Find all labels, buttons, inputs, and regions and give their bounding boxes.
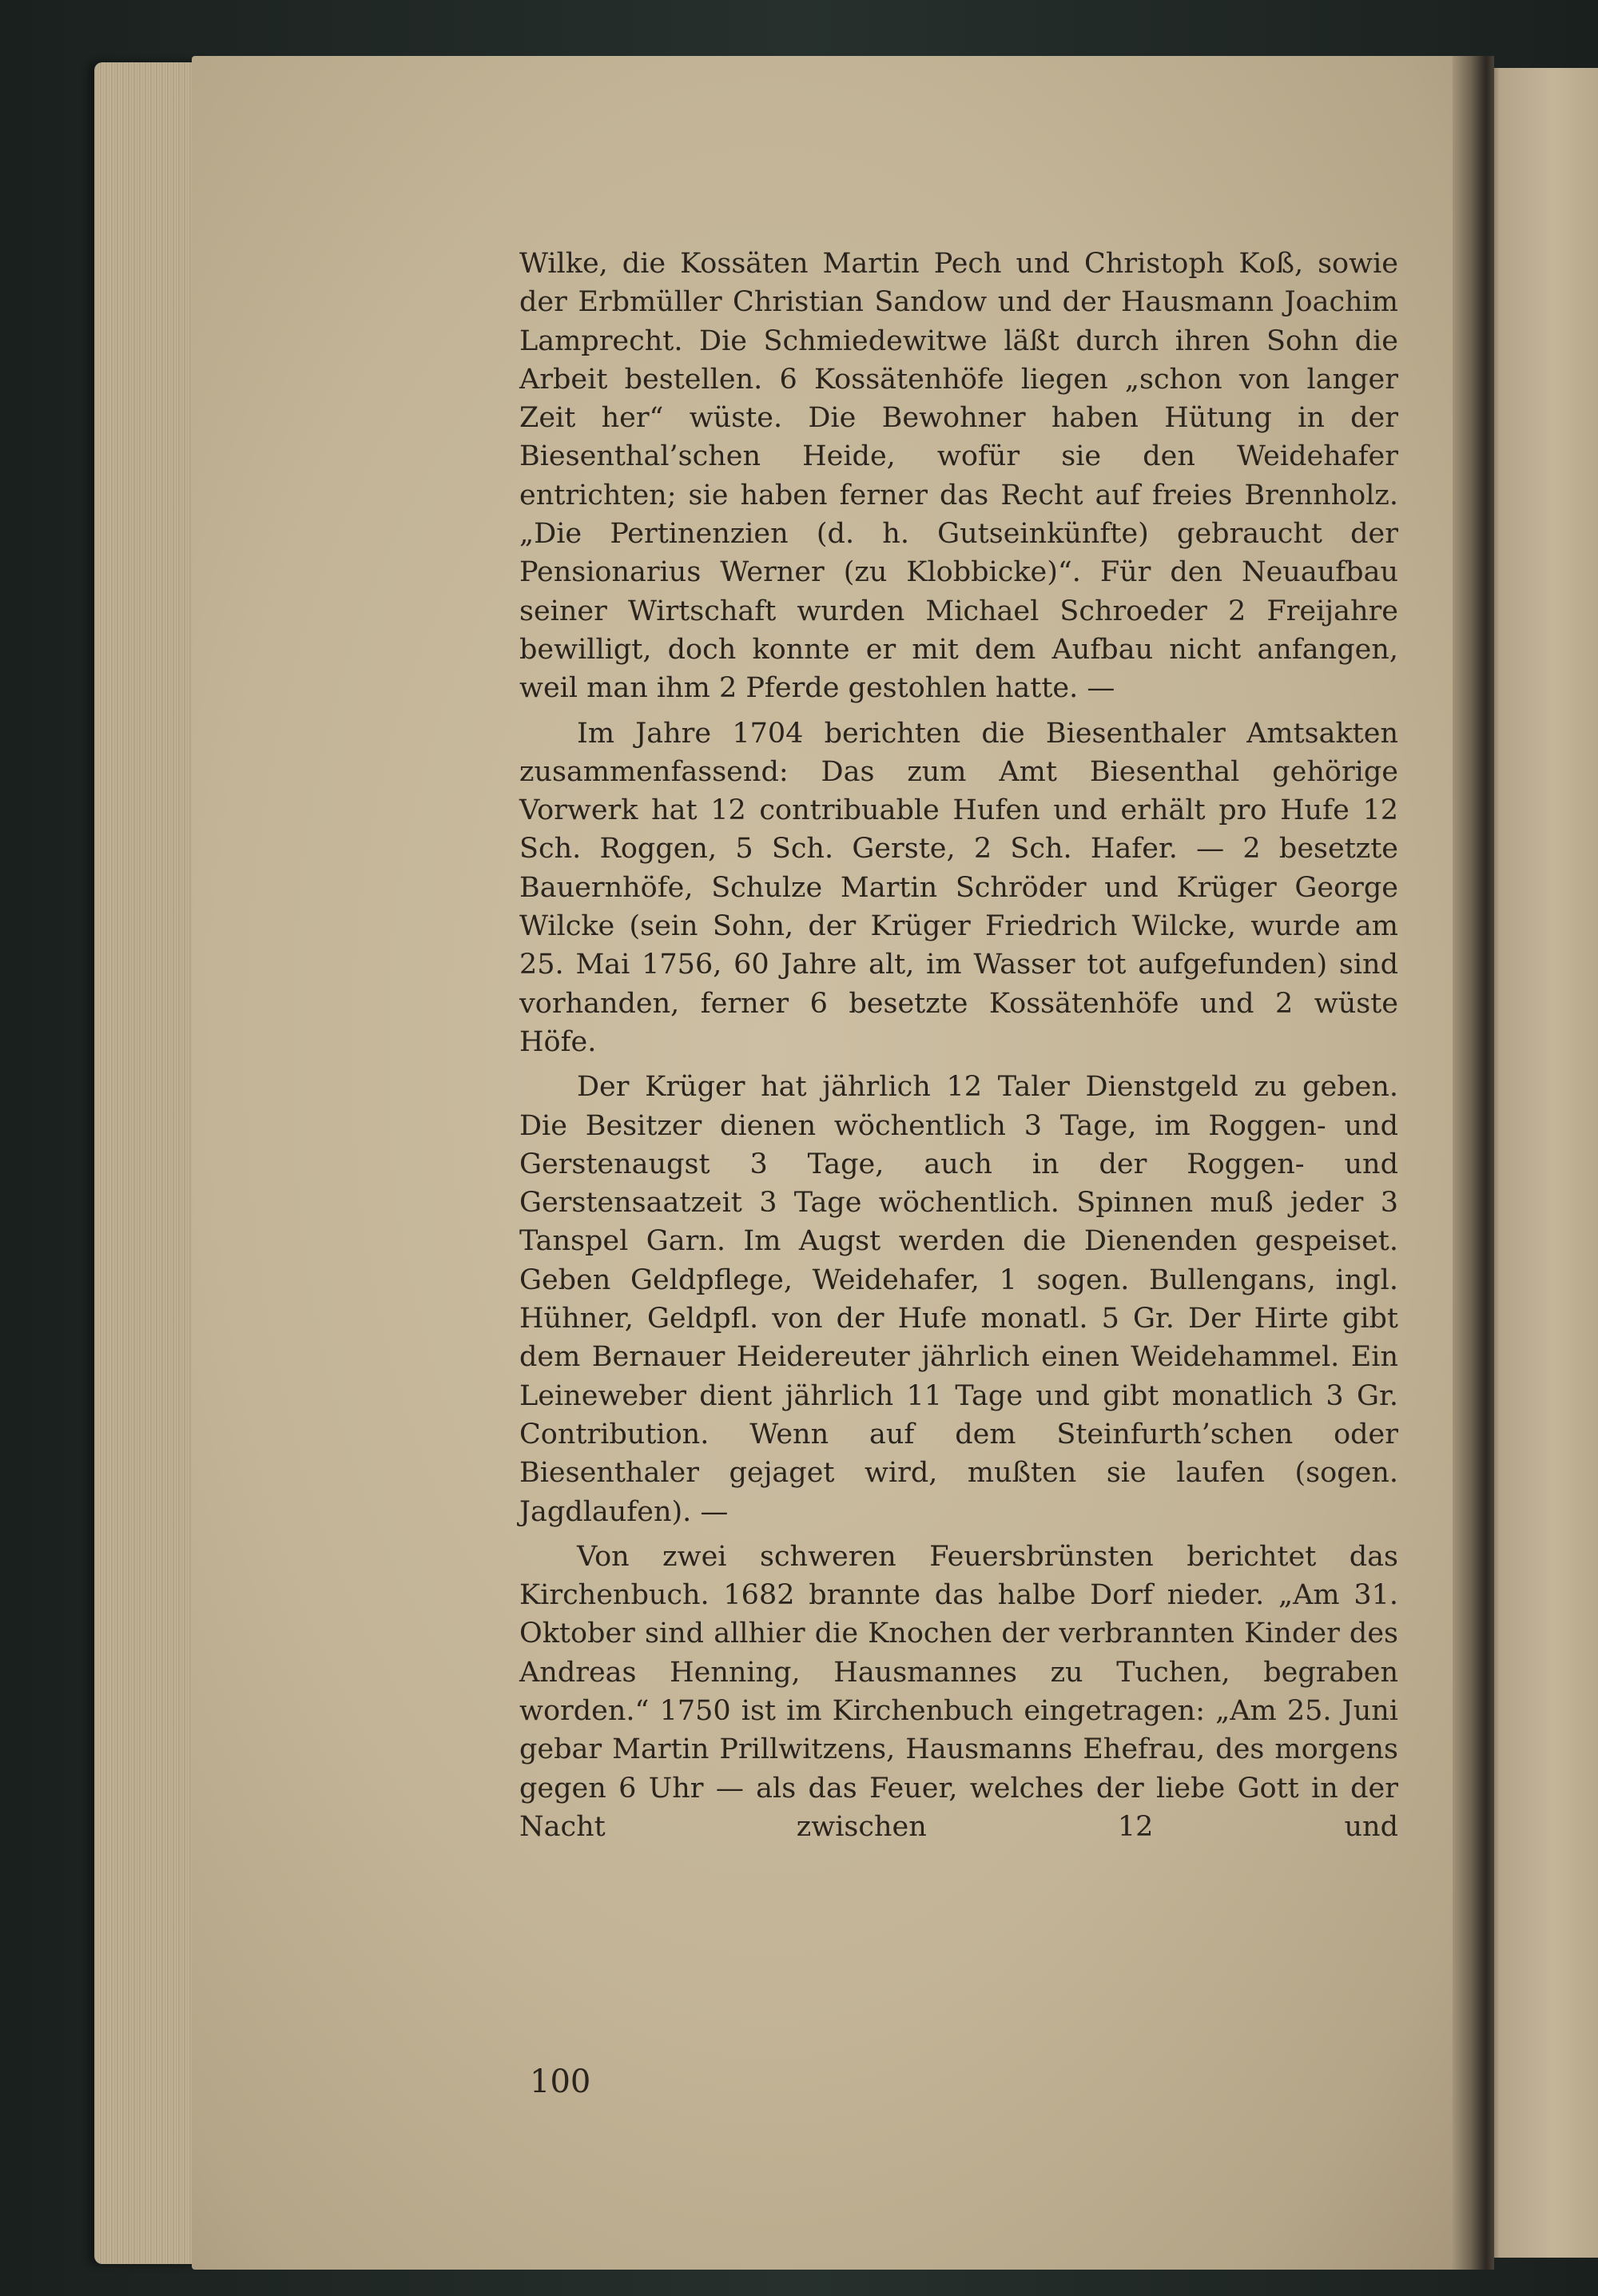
paragraph-4: Von zwei schweren Feuersbrünsten berichtet das Kirchenbuch. 1682 brannte das halbe Dorf nieder. „Am 31. Oktober sind allhier die Knochen der verbrannten Kinder des Andreas Henning, Hausmannes zu Tuchen, begraben worden.“ 1750 ist im Kirchenbuch eingetragen: „Am 25. Juni gebar Martin Prillwitzens, Hausmanns Ehefrau, des morgens gegen 6 Uhr — als das Feuer, welches der liebe Gott in der Nacht zwischen 12 und bbox=[519, 1540, 1398, 1843]
paragraph-1: Wilke, die Kossäten Martin Pech und Christoph Koß, sowie der Erbmüller Christian Sandow und der Hausmann Joachim Lamprecht. Die Schmiedewitwe läßt durch ihren Sohn die Arbeit bestellen. 6 Kossätenhöfe liegen „schon von langer Zeit her“ wüste. Die Bewohner haben Hütung in der Biesenthal’schen Heide, wofür sie den Weidehafer entrichten; sie haben ferner das Recht auf freies Brennholz. „Die Pertinenzien (d. h. Gutseinkünfte) gebraucht der Pensionarius Werner (zu Klobbicke)“. Für den Neuaufbau seiner Wirtschaft wurden Michael Schroeder 2 Freijahre bewilligt, doch konnte er mit dem Aufbau nicht anfangen, weil man ihm 2 Pferde gestohlen hatte. — bbox=[519, 248, 1398, 705]
paragraph-3: Der Krüger hat jährlich 12 Taler Dienstgeld zu geben. Die Besitzer dienen wöchentlich 3 Tage, im Roggen- und Gerstenaugst 3 Tage, auch in der Roggen- und Gerstensaatzeit 3 Tage wöchentlich. Spinnen muß jeder 3 Tanspel Garn. Im Augst werden die Dienenden gespeiset. Geben Geldpflege, Weidehafer, 1 sogen. Bullengans, ingl. Hühner, Geldpfl. von der Hufe monatl. 5 Gr. Der Hirte gibt dem Bernauer Heidereuter jährlich einen Weidehammel. Ein Leineweber dient jährlich 11 Tage und gibt monatlich 3 Gr. Contribution. Wenn auf dem Steinfurth’schen oder Biesenthaler gejaget wird, mußten sie laufen (sogen. Jagdlaufen). — bbox=[519, 1071, 1398, 1528]
paragraph-2: Im Jahre 1704 berichten die Biesenthaler Amtsakten zusammenfassend: Das zum Amt Biesenthal gehörige Vorwerk hat 12 contribuable Hufen und erhält pro Hufe 12 Sch. Roggen, 5 Sch. Gerste, 2 Sch. Hafer. — 2 besetzte Bauernhöfe, Schulze Martin Schröder und Krüger George Wilcke (sein Sohn, der Krüger Friedrich Wilcke, wurde am 25. Mai 1756, 60 Jahre alt, im Wasser tot aufgefunden) sind vorhanden, ferner 6 besetzte Kossätenhöfe und 2 wüste Höfe. bbox=[519, 717, 1398, 1058]
page-text bbox=[519, 245, 1398, 1846]
book-gutter bbox=[1453, 56, 1494, 2270]
page-number: 100 bbox=[530, 2063, 591, 2100]
facing-page-edge bbox=[1486, 68, 1598, 2258]
